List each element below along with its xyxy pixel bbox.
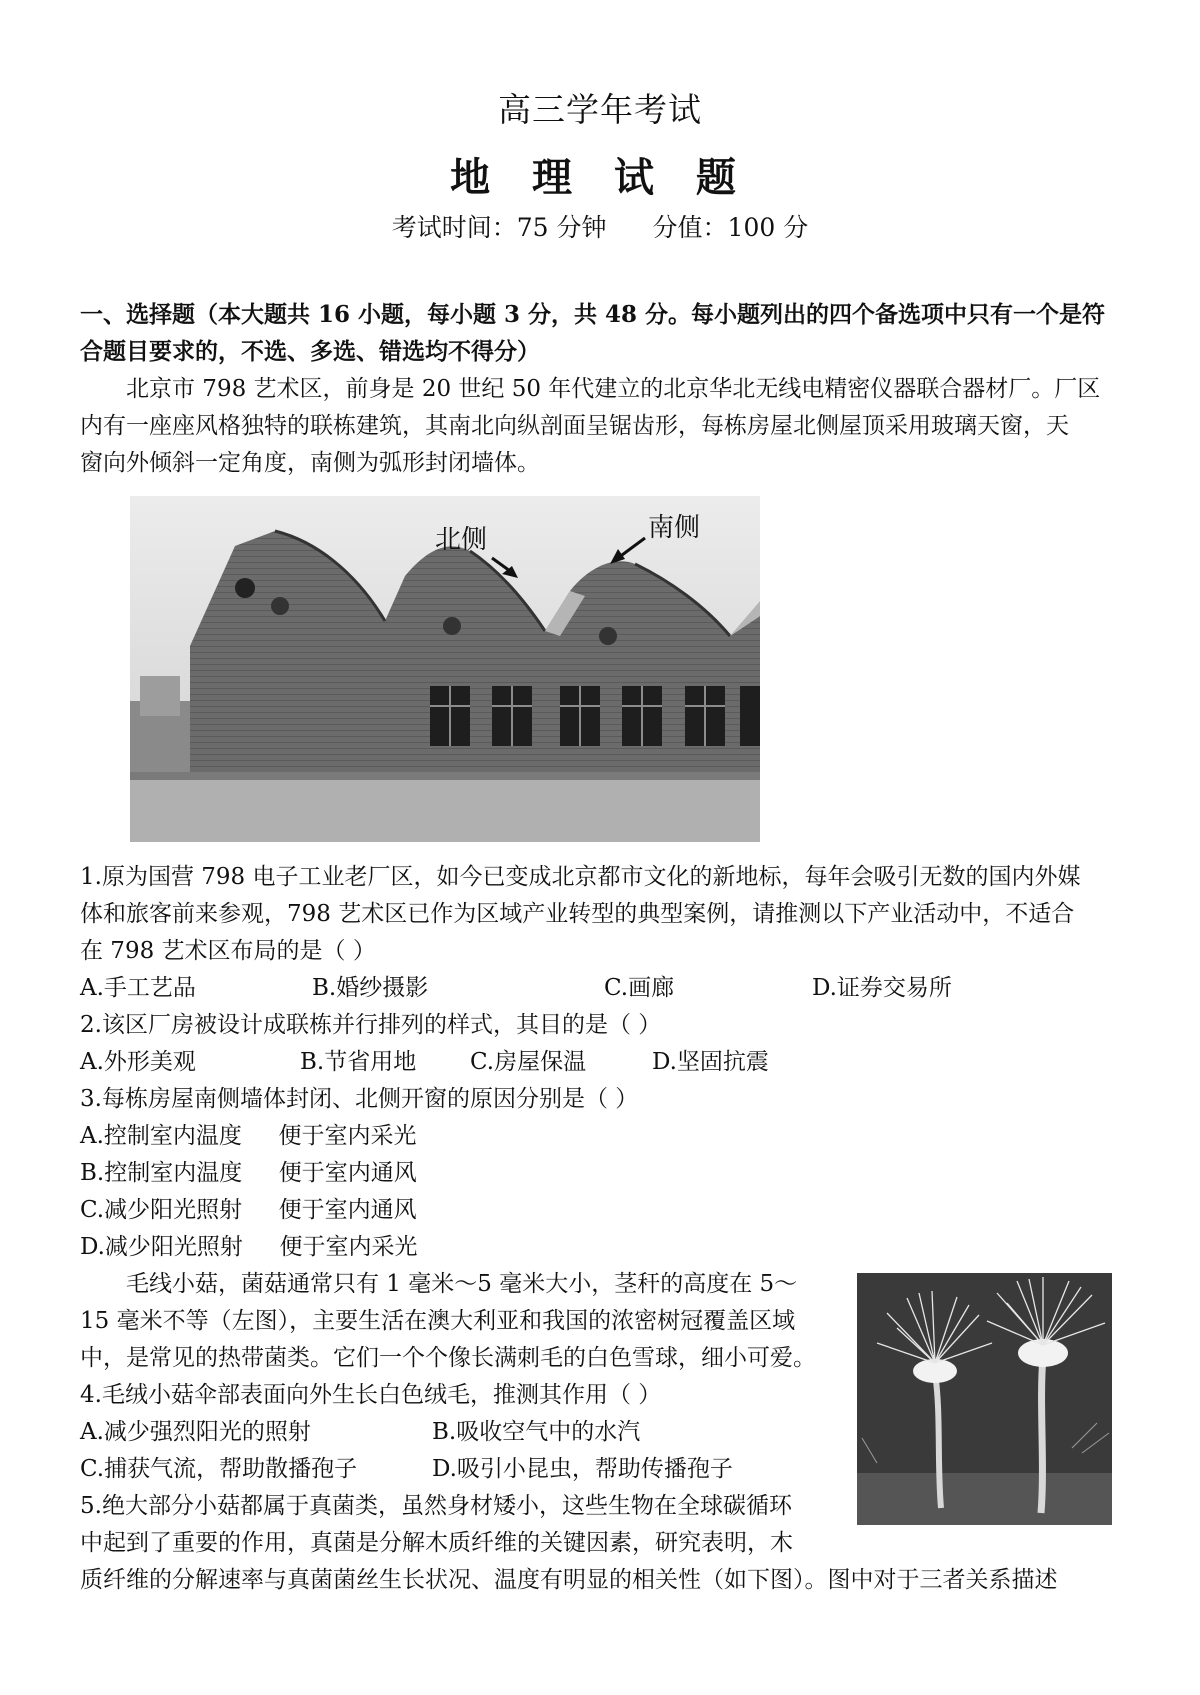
exam-score: 分值：100 分 (652, 213, 809, 242)
q1-line3: 在 798 艺术区布局的是（ ） (80, 938, 376, 964)
north-side-label: 北侧 (435, 525, 488, 555)
section-heading-line1: 一、选择题（本大题共 16 小题，每小题 3 分，共 48 分。每小题列出的四个备选项中只有一个是符 (80, 301, 1106, 328)
exam-title: 地 理 试 题 (450, 154, 750, 201)
passage2-line2: 15 毫米不等（左图），主要生活在澳大利亚和我国的浓密树冠覆盖区域 (80, 1308, 796, 1334)
passage1-line2: 内有一座座风格独特的联栋建筑，其南北向纵剖面呈锯齿形，每栋房屋北侧屋顶采用玻璃天窗，天 (80, 413, 1069, 439)
q1-line1: 1.原为国营 798 电子工业老厂区，如今已变成北京都市文化的新地标，每年会吸引无数的国内外媒 (80, 864, 1081, 890)
exam-subtitle: 高三学年考试 (498, 90, 702, 129)
exam-time: 考试时间：75 分钟 (391, 213, 607, 242)
q4-option-c: C.捕获气流，帮助散播孢子 (80, 1456, 358, 1482)
exam-meta (0, 208, 1200, 244)
passage2-line1: 毛线小菇，菌菇通常只有 1 毫米～5 毫米大小，茎秆的高度在 5～ (126, 1271, 798, 1297)
q5-line1: 5.绝大部分小菇都属于真菌类，虽然身材矮小，这些生物在全球碳循环 (80, 1493, 792, 1519)
q2-option-a: A.外形美观 (80, 1049, 196, 1075)
q2-stem: 2.该区厂房被设计成联栋并行排列的样式，其目的是（ ） (80, 1012, 662, 1038)
passage1-line3: 窗向外倾斜一定角度，南侧为弧形封闭墙体。 (80, 450, 540, 476)
q3-option-c: C.减少阳光照射 便于室内通风 (80, 1197, 417, 1223)
q5-line2: 中起到了重要的作用，真菌是分解木质纤维的关键因素，研究表明，木 (80, 1530, 793, 1556)
q1-option-c: C.画廊 (604, 975, 675, 1001)
q4-option-d: D.吸引小昆虫，帮助传播孢子 (432, 1456, 733, 1482)
q1-option-a: A.手工艺品 (80, 975, 196, 1001)
q4-option-b: B.吸收空气中的水汽 (432, 1419, 641, 1445)
q1-line2: 体和旅客前来参观，798 艺术区已作为区域产业转型的典型案例，请推测以下产业活动中，不适合 (80, 901, 1075, 927)
passage1-line1: 北京市 798 艺术区，前身是 20 世纪 50 年代建立的北京华北无线电精密仪器联合器材厂。厂区 (126, 376, 1101, 402)
q3-option-a: A.控制室内温度 便于室内采光 (80, 1123, 417, 1149)
factory-building-photo (130, 496, 760, 842)
section-heading-line2: 合题目要求的，不选、多选、错选均不得分） (80, 338, 540, 365)
q2-option-d: D.坚固抗震 (652, 1049, 769, 1075)
q2-option-c: C.房屋保温 (470, 1049, 587, 1075)
south-side-label: 南侧 (648, 513, 701, 543)
q3-option-b: B.控制室内温度 便于室内通风 (80, 1160, 417, 1186)
passage2-line3: 中，是常见的热带菌类。它们一个个像长满刺毛的白色雪球，细小可爱。 (80, 1345, 816, 1371)
q1-option-b: B.婚纱摄影 (312, 975, 429, 1001)
q3-stem: 3.每栋房屋南侧墙体封闭、北侧开窗的原因分别是（ ） (80, 1086, 639, 1112)
mushroom-photo (857, 1273, 1112, 1525)
q4-option-a: A.减少强烈阳光的照射 (80, 1419, 311, 1445)
q1-option-d: D.证券交易所 (812, 975, 952, 1001)
q3-option-d: D.减少阳光照射 便于室内采光 (80, 1234, 418, 1260)
q2-option-b: B.节省用地 (300, 1049, 417, 1075)
q4-stem: 4.毛绒小菇伞部表面向外生长白色绒毛，推测其作用（ ） (80, 1382, 662, 1408)
q5-line3: 质纤维的分解速率与真菌菌丝生长状况、温度有明显的相关性（如下图）。图中对于三者关系描述 (80, 1567, 1058, 1593)
